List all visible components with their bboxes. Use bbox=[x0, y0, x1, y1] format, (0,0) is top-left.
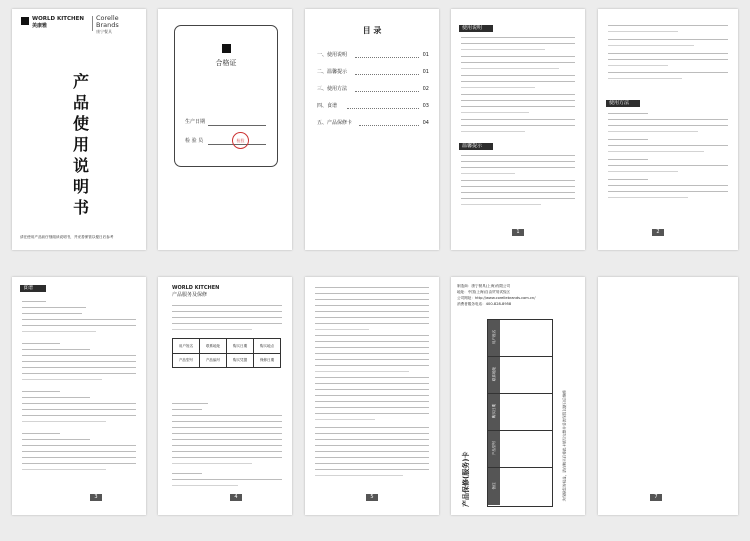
notes-page bbox=[305, 277, 439, 515]
text-line bbox=[608, 31, 678, 32]
text-line bbox=[315, 469, 429, 470]
toc-item-label: 二、温馨提示 bbox=[317, 69, 348, 75]
text-line bbox=[608, 65, 668, 66]
world-kitchen-name: WORLD KITCHEN bbox=[32, 16, 85, 22]
recipes-page bbox=[12, 277, 146, 515]
text-line bbox=[22, 307, 86, 308]
text-line bbox=[461, 94, 575, 95]
method-header: 使用方法 bbox=[606, 100, 640, 107]
text-line bbox=[461, 68, 559, 69]
toc-item-page: 03 bbox=[422, 103, 429, 109]
text-line bbox=[461, 81, 575, 82]
cover-title-char: 使 bbox=[72, 114, 89, 133]
page-number: 5 bbox=[366, 494, 378, 501]
text-line bbox=[172, 485, 238, 486]
recipes-header: 食谱 bbox=[20, 285, 46, 292]
logo-divider bbox=[92, 16, 93, 31]
production-date-line bbox=[208, 125, 266, 126]
usage-header: 使用说明 bbox=[459, 25, 493, 32]
toc-leader bbox=[355, 74, 419, 75]
company-maker: 制造商：康宁餐具(上海)有限公司 bbox=[457, 284, 511, 288]
certificate-card bbox=[174, 25, 278, 167]
text-line bbox=[315, 329, 369, 330]
toc-leader bbox=[355, 57, 419, 58]
form-row[interactable] bbox=[488, 394, 552, 431]
cover-title-char: 书 bbox=[72, 198, 89, 217]
text-line bbox=[461, 204, 541, 205]
text-line bbox=[461, 112, 529, 113]
cover-title bbox=[70, 71, 92, 218]
form-label: 联系地址 bbox=[492, 366, 496, 382]
toc-item-label: 三、使用方法 bbox=[317, 86, 348, 92]
toc-item-label: 一、使用说明 bbox=[317, 52, 348, 58]
text-line bbox=[608, 159, 648, 160]
text-line bbox=[315, 445, 429, 446]
text-line bbox=[22, 343, 60, 344]
text-line bbox=[315, 347, 429, 348]
text-line bbox=[22, 373, 136, 374]
cover-title-char: 明 bbox=[72, 177, 89, 196]
text-line bbox=[315, 377, 429, 378]
toc-item[interactable] bbox=[317, 52, 429, 60]
form-row[interactable] bbox=[488, 320, 552, 357]
toc-item[interactable] bbox=[317, 120, 429, 128]
table-cell: 产品编号 bbox=[200, 354, 227, 367]
card-title-text: 产品保修(服务)卡 bbox=[462, 451, 470, 507]
text-line bbox=[461, 198, 575, 199]
company-hotline: 消费者服务电话：400-828-8958 bbox=[457, 302, 512, 306]
toc-item[interactable] bbox=[317, 86, 429, 94]
text-line bbox=[22, 403, 136, 404]
text-line bbox=[608, 165, 728, 166]
text-line bbox=[315, 353, 429, 354]
text-line bbox=[172, 427, 282, 428]
text-line bbox=[461, 161, 575, 162]
toc-page bbox=[305, 9, 439, 250]
toc-item-page: 04 bbox=[422, 120, 429, 126]
cover-title-char: 用 bbox=[72, 135, 89, 154]
text-line bbox=[22, 439, 90, 440]
text-line bbox=[22, 469, 106, 470]
certificate-page bbox=[158, 9, 292, 250]
tips-header: 温馨提示 bbox=[459, 143, 493, 150]
text-line bbox=[608, 72, 728, 73]
text-line bbox=[22, 457, 136, 458]
table-cell: 用户姓名 bbox=[173, 339, 200, 353]
form-label: 用户姓名 bbox=[492, 329, 496, 345]
side-note-text: 为保障您的权益，请在购买后将此卡填写完整并妥善保管以便日后维修 bbox=[562, 390, 567, 502]
page-number: 3 bbox=[90, 494, 102, 501]
toc-item-page: 01 bbox=[422, 52, 429, 58]
text-line bbox=[461, 155, 575, 156]
text-line bbox=[22, 409, 136, 410]
world-kitchen-logo bbox=[21, 17, 29, 25]
text-line bbox=[22, 421, 106, 422]
text-line bbox=[315, 475, 403, 476]
text-line bbox=[172, 479, 282, 480]
text-line bbox=[315, 293, 429, 294]
certificate-logo bbox=[222, 44, 231, 53]
text-line bbox=[172, 445, 282, 446]
text-line bbox=[461, 125, 575, 126]
text-line bbox=[315, 305, 429, 306]
toc-leader bbox=[359, 125, 419, 126]
text-line bbox=[315, 407, 429, 408]
text-line bbox=[172, 433, 282, 434]
text-line bbox=[315, 413, 429, 414]
text-line bbox=[461, 56, 575, 57]
text-line bbox=[172, 305, 282, 306]
text-line bbox=[22, 379, 102, 380]
text-line bbox=[22, 319, 136, 320]
warranty-table bbox=[172, 338, 281, 368]
text-line bbox=[608, 139, 648, 140]
text-line bbox=[315, 395, 429, 396]
toc-leader bbox=[347, 108, 419, 109]
cover-title-char: 品 bbox=[72, 93, 89, 112]
text-line bbox=[608, 197, 688, 198]
warranty-subtitle: 产品服务及保修 bbox=[172, 292, 208, 298]
text-line bbox=[461, 100, 575, 101]
form-label: 购买日期 bbox=[492, 403, 496, 419]
text-line bbox=[461, 186, 575, 187]
text-line bbox=[608, 53, 728, 54]
warranty-brand: WORLD KITCHEN bbox=[172, 285, 220, 291]
warranty-card-title bbox=[461, 417, 471, 507]
text-line bbox=[315, 335, 429, 336]
toc-item-page: 01 bbox=[422, 69, 429, 75]
blank-page bbox=[598, 277, 738, 515]
text-line bbox=[315, 389, 429, 390]
cover-page bbox=[12, 9, 146, 250]
text-line bbox=[22, 301, 46, 302]
company-website[interactable]: 公司网址：http://www.corellebrands.com.cn/ bbox=[457, 296, 536, 300]
text-line bbox=[608, 151, 704, 152]
form-label: 备注 bbox=[492, 482, 496, 490]
toc-item-page: 02 bbox=[422, 86, 429, 92]
table-cell: 联系地址 bbox=[200, 339, 227, 353]
text-line bbox=[461, 37, 575, 38]
text-line bbox=[315, 383, 429, 384]
method-page bbox=[598, 9, 738, 250]
usage-page bbox=[451, 9, 585, 250]
text-line bbox=[315, 401, 429, 402]
text-line bbox=[22, 325, 136, 326]
form-row[interactable] bbox=[488, 468, 552, 505]
text-line bbox=[315, 439, 429, 440]
text-line bbox=[22, 355, 136, 356]
text-line bbox=[315, 427, 429, 428]
text-line bbox=[461, 62, 575, 63]
form-row[interactable] bbox=[488, 357, 552, 394]
text-line bbox=[461, 75, 575, 76]
text-line bbox=[172, 421, 282, 422]
text-line bbox=[461, 192, 575, 193]
corelle-line1: Corelle bbox=[96, 14, 119, 22]
warranty-card-form bbox=[487, 319, 553, 507]
corelle-cn: 康宁餐具 bbox=[96, 29, 112, 34]
text-line bbox=[172, 463, 252, 464]
production-date-label: 生产日期 bbox=[185, 119, 206, 125]
table-cell: 购买凭据 bbox=[227, 354, 254, 367]
text-line bbox=[461, 87, 535, 88]
text-line bbox=[172, 317, 282, 318]
text-line bbox=[22, 367, 136, 368]
text-line bbox=[315, 311, 429, 312]
text-line bbox=[608, 145, 728, 146]
page-number: 7 bbox=[650, 494, 662, 501]
world-kitchen-cn: 美康雅 bbox=[32, 23, 48, 29]
text-line bbox=[172, 311, 282, 312]
text-line bbox=[22, 331, 96, 332]
toc-item-label: 五、产品保修卡 bbox=[317, 120, 353, 126]
table-row bbox=[173, 354, 280, 367]
text-line bbox=[172, 329, 252, 330]
text-line bbox=[608, 39, 728, 40]
warranty-info-page bbox=[158, 277, 292, 515]
text-line bbox=[315, 463, 429, 464]
text-line bbox=[315, 359, 429, 360]
text-line bbox=[608, 119, 728, 120]
text-line bbox=[315, 433, 429, 434]
text-line bbox=[172, 415, 282, 416]
text-line bbox=[22, 349, 90, 350]
toc-item[interactable] bbox=[317, 103, 429, 111]
text-line bbox=[22, 415, 136, 416]
toc-leader bbox=[355, 91, 419, 92]
corelle-brands-logo bbox=[96, 15, 140, 34]
page-number: 4 bbox=[230, 494, 242, 501]
cover-footer-note: 请在使用产品前仔细阅读说明书，并妥善保管以便日后参考 bbox=[20, 235, 114, 239]
cover-title-char: 说 bbox=[72, 156, 89, 175]
text-line bbox=[608, 179, 648, 180]
cover-title-char: 产 bbox=[72, 72, 89, 91]
text-line bbox=[608, 45, 694, 46]
text-line bbox=[608, 171, 678, 172]
card-side-note bbox=[561, 317, 571, 507]
text-line bbox=[22, 445, 136, 446]
text-line bbox=[461, 131, 525, 132]
text-line bbox=[172, 403, 208, 404]
text-line bbox=[315, 419, 375, 420]
text-line bbox=[315, 317, 429, 318]
inspector-label: 检 验 员 bbox=[185, 138, 204, 144]
table-cell: 产品型号 bbox=[173, 354, 200, 367]
certificate-title: 合格证 bbox=[215, 59, 237, 67]
text-line bbox=[172, 473, 202, 474]
page-number: 2 bbox=[652, 229, 664, 236]
text-line bbox=[172, 323, 282, 324]
text-line bbox=[461, 167, 575, 168]
text-line bbox=[315, 287, 429, 288]
text-line bbox=[315, 365, 429, 366]
toc-title: 目 录 bbox=[362, 26, 382, 35]
text-line bbox=[172, 457, 282, 458]
table-cell: 购买日期 bbox=[227, 339, 254, 353]
text-line bbox=[461, 180, 575, 181]
form-label: 产品型号 bbox=[492, 440, 496, 456]
text-line bbox=[315, 299, 429, 300]
inspection-stamp bbox=[232, 132, 249, 149]
text-line bbox=[315, 371, 409, 372]
text-line bbox=[315, 341, 429, 342]
table-row bbox=[173, 339, 280, 354]
form-row[interactable] bbox=[488, 431, 552, 468]
stamp-text: 检验 bbox=[236, 138, 245, 143]
text-line bbox=[608, 131, 698, 132]
text-line bbox=[461, 49, 545, 50]
table-cell: 购买地点 bbox=[259, 344, 275, 348]
text-line bbox=[172, 439, 282, 440]
text-line bbox=[608, 113, 648, 114]
text-line bbox=[461, 43, 575, 44]
text-line bbox=[22, 451, 136, 452]
text-line bbox=[608, 125, 728, 126]
text-line bbox=[608, 185, 728, 186]
text-line bbox=[315, 457, 429, 458]
text-line bbox=[22, 463, 136, 464]
warranty-card-page bbox=[451, 277, 585, 515]
text-line bbox=[22, 391, 60, 392]
page-number: 1 bbox=[512, 229, 524, 236]
corelle-line2: Brands bbox=[96, 21, 119, 29]
text-line bbox=[22, 313, 82, 314]
text-line bbox=[22, 361, 136, 362]
text-line bbox=[608, 59, 728, 60]
text-line bbox=[608, 191, 728, 192]
text-line bbox=[461, 119, 575, 120]
text-line bbox=[22, 433, 60, 434]
toc-item[interactable] bbox=[317, 69, 429, 77]
text-line bbox=[461, 106, 575, 107]
text-line bbox=[608, 25, 728, 26]
text-line bbox=[172, 451, 282, 452]
toc-item-label: 四、食谱 bbox=[317, 103, 338, 109]
text-line bbox=[315, 323, 429, 324]
company-address: 地址：中国(上海)自由贸易试验区 bbox=[457, 290, 511, 294]
text-line bbox=[315, 451, 429, 452]
text-line bbox=[22, 397, 90, 398]
text-line bbox=[461, 173, 515, 174]
text-line bbox=[608, 78, 682, 79]
table-cell: 保修日期 bbox=[259, 358, 275, 362]
text-line bbox=[172, 409, 202, 410]
